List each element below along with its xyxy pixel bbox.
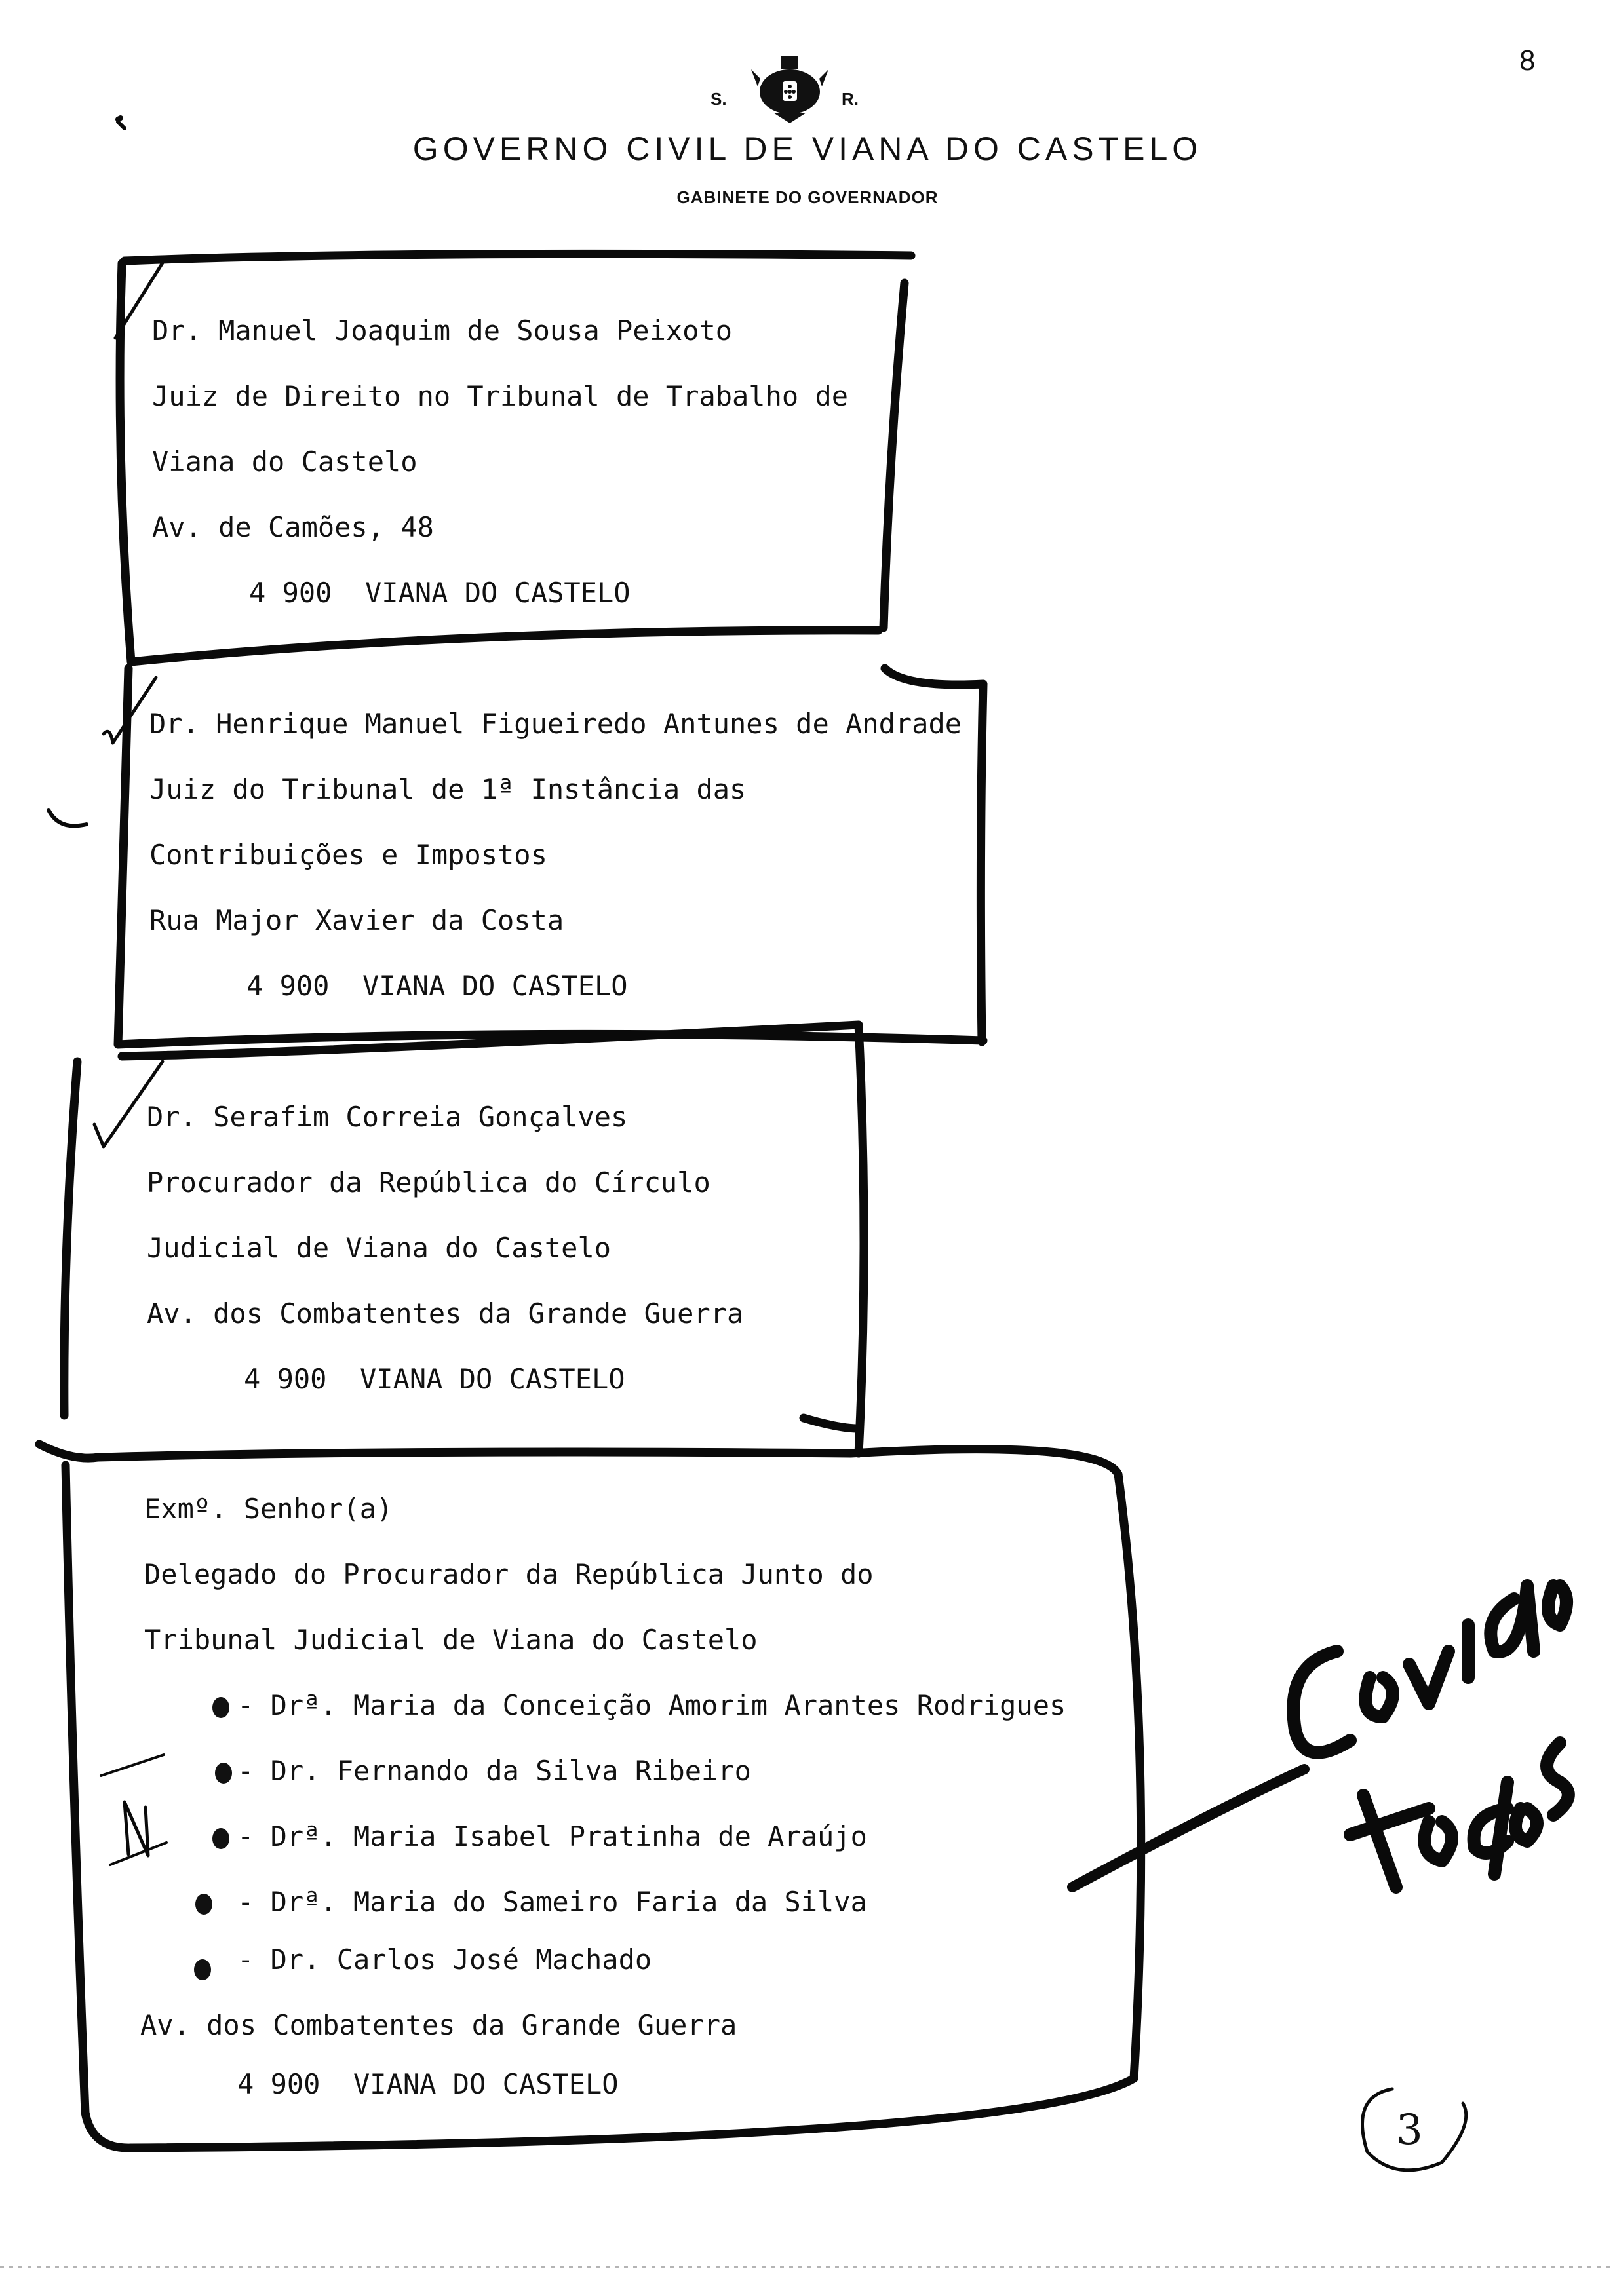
recipient-postcode-city: 4 900 VIANA DO CASTELO [237, 2068, 619, 2100]
recipient-postcode-city: 4 900 VIANA DO CASTELO [249, 577, 631, 609]
box-4-outline [39, 1444, 1141, 2148]
recipient-name: Dr. Henrique Manuel Figueiredo Antunes de Andrade [149, 708, 962, 740]
bullet-marker [212, 1697, 229, 1718]
recipient-role-line-1: Delegado do Procurador da República Junto do [144, 1558, 874, 1590]
organization-title: GOVERNO CIVIL DE VIANA DO CASTELO [412, 130, 1203, 167]
bullet-marker [212, 1828, 229, 1849]
recipient-street: Av. dos Combatentes da Grande Guerra [147, 1297, 744, 1330]
seal-left-letter: S. [710, 89, 727, 109]
bullet-marker [194, 1959, 211, 1980]
recipient-street: Rua Major Xavier da Costa [149, 904, 564, 936]
recipient-role-line-1: Juiz do Tribunal de 1ª Instância das [149, 773, 747, 805]
list-item: - Dr. Carlos José Machado [237, 1943, 652, 1976]
seal-right-letter: R. [842, 89, 859, 109]
recipient-postcode-city: 4 900 VIANA DO CASTELO [246, 970, 628, 1002]
margin-slash [101, 1755, 164, 1776]
list-item: - Dr. Fernando da Silva Ribeiro [237, 1755, 751, 1787]
list-item: - Drª. Maria da Conceição Amorim Arantes Rodrigues [237, 1689, 1066, 1721]
margin-n-mark [125, 1802, 148, 1856]
scan-edge-noise [0, 2266, 1615, 2268]
bullet-marker [215, 1763, 232, 1784]
salutation: Exmº. Senhor(a) [144, 1493, 393, 1525]
recipient-name: Dr. Serafim Correia Gonçalves [147, 1101, 628, 1133]
office-subtitle: GABINETE DO GOVERNADOR [676, 187, 939, 207]
recipient-role-line-2: Contribuições e Impostos [149, 839, 547, 871]
page-number: 8 [1519, 45, 1536, 77]
recipient-role-line-1: Procurador da República do Círculo [147, 1166, 710, 1198]
recipient-role-line-2: Tribunal Judicial de Viana do Castelo [144, 1624, 758, 1656]
list-item: - Drª. Maria Isabel Pratinha de Araújo [237, 1820, 867, 1852]
margin-underline [110, 1843, 166, 1865]
list-item: - Drª. Maria do Sameiro Faria da Silva [237, 1886, 867, 1918]
recipient-name: Dr. Manuel Joaquim de Sousa Peixoto [152, 315, 733, 347]
convidar-todos-line [1072, 1769, 1304, 1887]
recipient-role-line-2: Viana do Castelo [152, 446, 418, 478]
margin-dash-2 [118, 122, 125, 128]
recipient-postcode-city: 4 900 VIANA DO CASTELO [244, 1363, 625, 1395]
recipient-street: Av. dos Combatentes da Grande Guerra [140, 2009, 737, 2041]
recipient-street: Av. de Camões, 48 [152, 511, 434, 543]
recipient-role-line-2: Judicial de Viana do Castelo [147, 1232, 612, 1264]
margin-dash-1 [118, 118, 121, 119]
recipient-role-line-1: Juiz de Direito no Tribunal de Trabalho de [152, 380, 849, 412]
convidar-todos-handwriting [1293, 1586, 1568, 1887]
bullet-marker [195, 1894, 212, 1915]
margin-tick [49, 810, 87, 826]
circled-number: 3 [1396, 2106, 1423, 2154]
